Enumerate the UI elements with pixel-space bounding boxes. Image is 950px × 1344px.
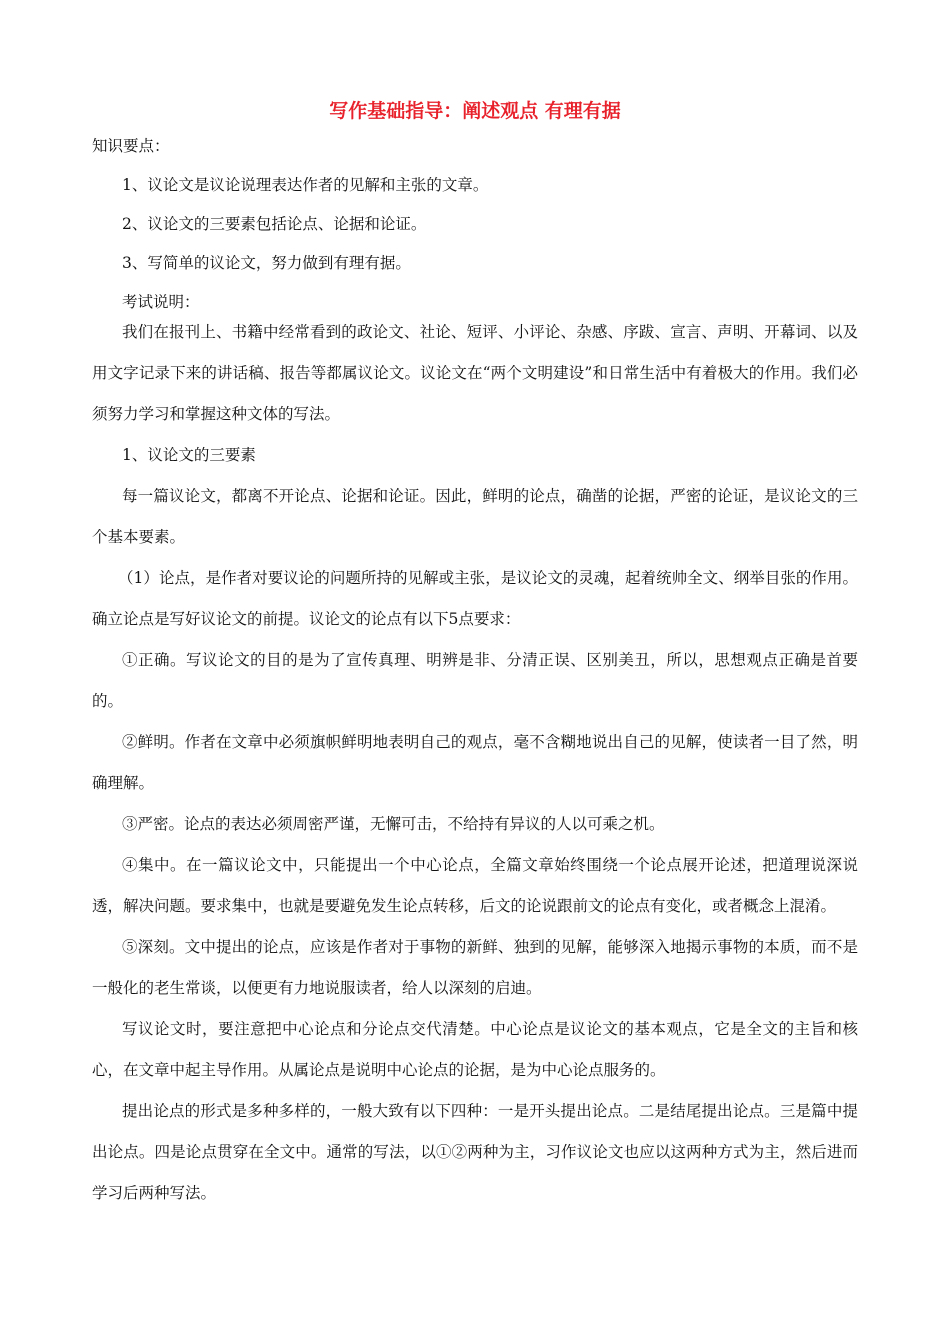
section-heading-three-elements: 1、议论文的三要素 — [122, 446, 256, 464]
section-heading-exam: 考试说明： — [122, 293, 200, 311]
paragraph-thesis-forms: 提出论点的形式是多种多样的，一般大致有以下四种：一是开头提出论点。二是结尾提出论点。三是篇中提出论点。四是论点贯穿在全文中。通常的写法，以①②两种为主，习作议论文也应以这两种方式为主，然后进而学习后两种写法。 — [92, 1102, 858, 1202]
requirement-rigorous: ③严密。论点的表达必须周密严谨，无懈可击，不给持有异议的人以可乘之机。 — [122, 815, 665, 833]
document-title: 写作基础指导：阐述观点 有理有据 — [329, 100, 621, 122]
knowledge-point-3: 3、写简单的议论文，努力做到有理有据。 — [122, 254, 411, 272]
document-body — [92, 136, 858, 1214]
requirement-focused: ④集中。在一篇议论文中，只能提出一个中心论点，全篇文章始终围绕一个论点展开论述，把道理说深说透，解决问题。要求集中，也就是要避免发生论点转移，后文的论说跟前文的论点有变化，或者概念上混淆。 — [92, 856, 858, 915]
knowledge-point-1: 1、议论文是议论说理表达作者的见解和主张的文章。 — [122, 176, 489, 194]
paragraph-thesis-definition: （1）论点，是作者对要议论的问题所持的见解或主张，是议论文的灵魂，起着统帅全文、纲举目张的作用。确立论点是写好议论文的前提。议论文的论点有以下5点要求： — [92, 569, 858, 628]
requirement-clear: ②鲜明。作者在文章中必须旗帜鲜明地表明自己的观点，毫不含糊地说出自己的见解，使读者一目了然，明确理解。 — [92, 733, 858, 792]
requirement-profound: ⑤深刻。文中提出的论点，应该是作者对于事物的新鲜、独到的见解，能够深入地揭示事物的本质，而不是一般化的老生常谈，以便更有力地说服读者，给人以深刻的启迪。 — [92, 938, 858, 997]
section-heading-knowledge: 知识要点： — [92, 137, 170, 155]
paragraph-three-elements: 每一篇议论文，都离不开论点、论据和论证。因此，鲜明的论点，确凿的论据，严密的论证，是议论文的三个基本要素。 — [92, 487, 858, 546]
knowledge-point-2: 2、议论文的三要素包括论点、论据和论证。 — [122, 215, 427, 233]
requirement-correct: ①正确。写议论文的目的是为了宣传真理、明辨是非、分清正误、区别美丑，所以，思想观点正确是首要的。 — [92, 651, 858, 710]
paragraph-intro: 我们在报刊上、书籍中经常看到的政论文、社论、短评、小评论、杂感、序跋、宣言、声明、开幕词、以及用文字记录下来的讲话稿、报告等都属议论文。议论文在“两个文明建设”和日常生活中有着极大的作用。我们必须努力学习和掌握这种文体的写法。 — [92, 323, 858, 423]
paragraph-central-thesis: 写议论文时，要注意把中心论点和分论点交代清楚。中心论点是议论文的基本观点，它是全文的主旨和核心，在文章中起主导作用。从属论点是说明中心论点的论据，是为中心论点服务的。 — [92, 1020, 858, 1079]
